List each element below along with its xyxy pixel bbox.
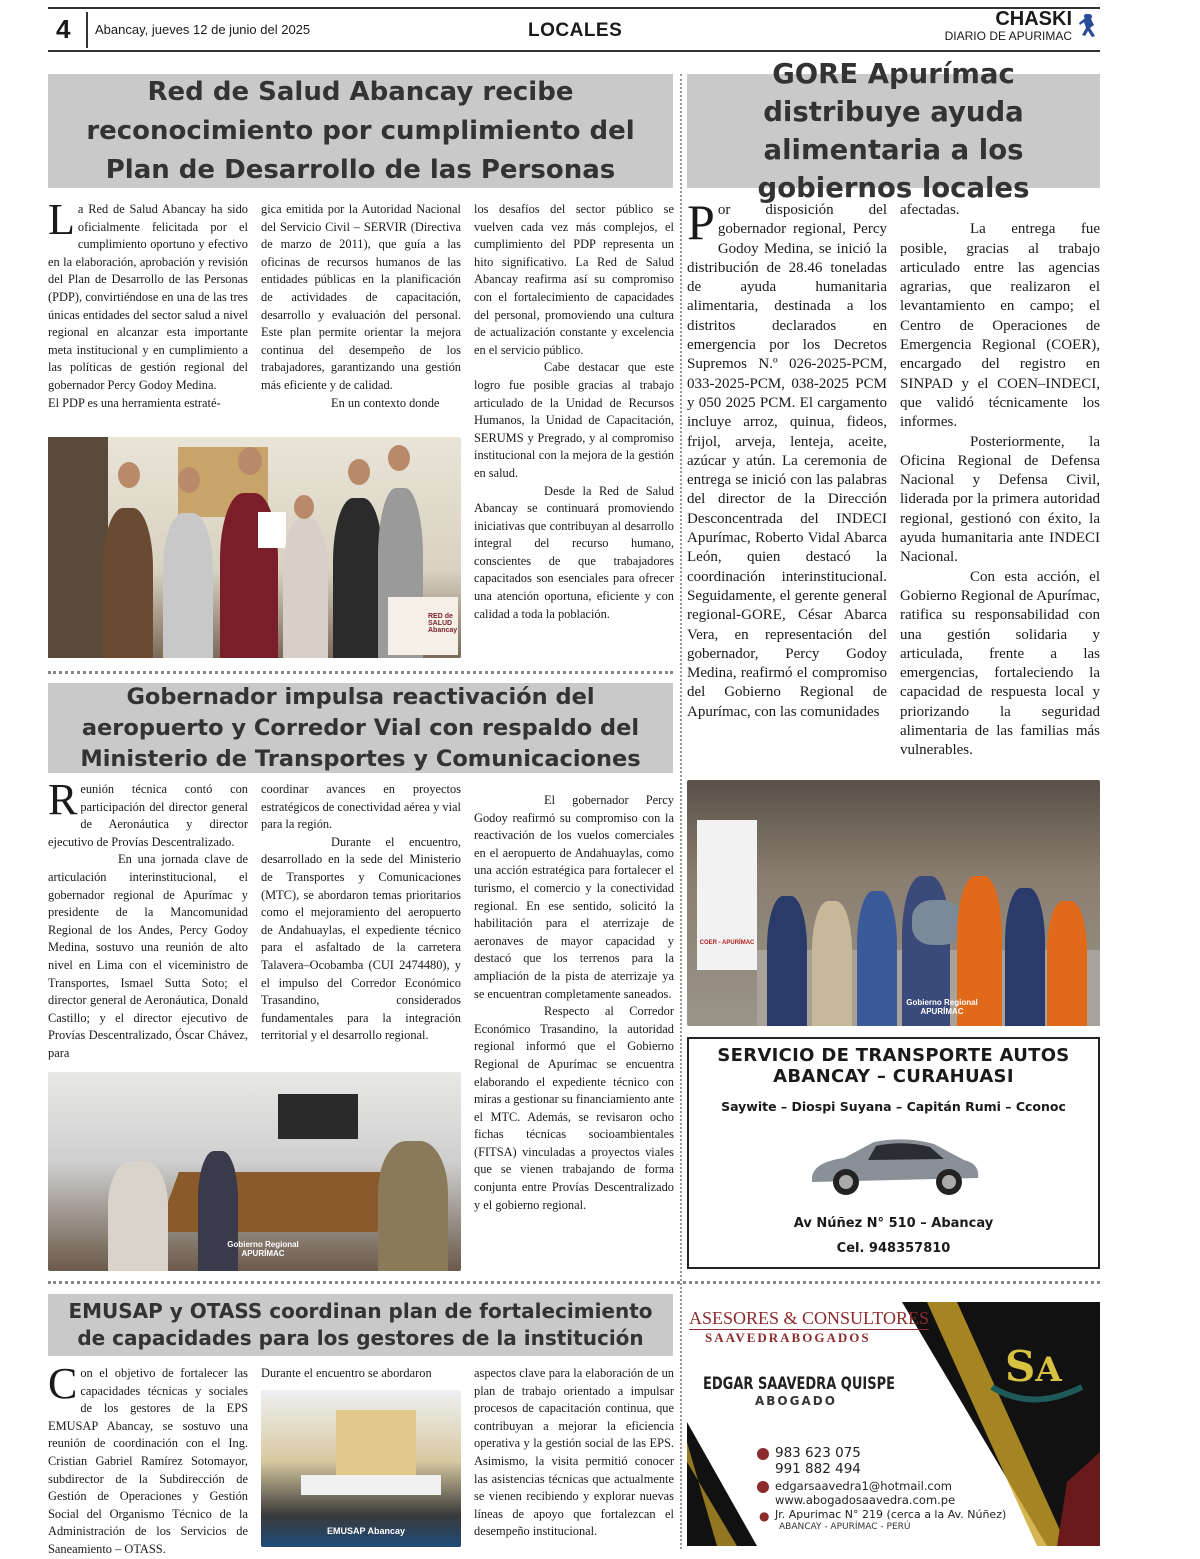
address: Jr. Apurimac N° 219 (cerca a la Av. Núñez) xyxy=(775,1508,1007,1521)
ad-lawyer-card xyxy=(687,1302,1100,1546)
brand-subtitle: DIARIO DE APURIMAC xyxy=(944,29,1072,43)
paragraph: Respecto al Corredor Económico Trasandino, la autoridad regional informó que el Gobierno Regional de Apurímac se encuentra elaborando el expediente técnico con miras a gestionar su financiamiento ante el MTC. Además, se revisaron ocho fichas técnicas socioambientales (FITSA) vinculadas a proyectos viales que se vienen trabajando de forma conjunta entre Provías Descentralizado y el gobierno regional. xyxy=(474,1004,674,1212)
coer-banner: COER - APURÍMAC xyxy=(697,820,757,970)
page-number: 4 xyxy=(56,14,71,44)
brand-name: CHASKI xyxy=(995,8,1072,30)
paragraph: La entrega fue posible, gracias al trabajo articulado entre las agencias agrarias, que realizaron el levantamiento en campo; el Centro de Operaciones de Emergencia Regional (COER), encargado del registro en SINPAD y el COEN–INDECI, que validó técnicamente los informes. xyxy=(900,221,1100,431)
drop-cap: P xyxy=(687,194,715,250)
article-title: EMUSAP y OTASS coordinan plan de fortalecimiento de capacidades para los gestores de la institución xyxy=(48,1294,673,1356)
firm-subname: SAAVEDRABOGADOS xyxy=(705,1330,871,1345)
article-photo-emusap xyxy=(261,1390,461,1547)
ad-transport-service xyxy=(687,1037,1100,1269)
email: edgarsaavedra1@hotmail.com xyxy=(775,1479,952,1493)
drop-cap: C xyxy=(48,1359,78,1408)
header-top-rule xyxy=(48,7,1100,9)
lawyer-title: ABOGADO xyxy=(755,1394,837,1408)
article-column xyxy=(48,775,248,1067)
phone-icon xyxy=(757,1448,769,1460)
paragraph: El gobernador Percy Godoy reafirmó su compromiso con la reactivación de los vuelos comerciales en el aeropuerto de Andahuaylas, como una acción estratégica para fortalecer el turismo, el comercio y la conectividad regional. En ese sentido, solicitó la habilitación para el aterrizaje de aeronaves de mayor capacidad y destacó que los terrenos para la ampliación de la pista de aterrizaje ya se encuentran completamente saneados. xyxy=(474,793,674,1001)
sa-logo: SA xyxy=(1005,1342,1062,1391)
section-separator xyxy=(48,1281,1100,1284)
drop-cap: L xyxy=(48,195,75,244)
phone-2: 991 882 494 xyxy=(775,1461,861,1477)
gore-logo: Gobierno Regional APURÍMAC xyxy=(227,1240,299,1258)
paragraph: a Red de Salud Abancay ha sido oficialmente felicitada por el cumplimiento oportuno y efectivo en la elaboración, aprobación y revisión del Plan de Desarrollo de las Personas (PDP), convirtiéndose en una de las tres únicas entidades del sector salud a nivel regional en alcanzar esta importante meta institucional y en cumplimiento a las políticas de gestión regional del gobernador Percy Godoy Medina. xyxy=(48,202,248,392)
article-title: Red de Salud Abancay recibe reconocimiento por cumplimiento del Plan de Desarrollo de las Personas xyxy=(48,74,673,188)
emusap-logo: EMUSAP Abancay xyxy=(326,1526,406,1536)
section-separator xyxy=(48,671,673,674)
section-name: LOCALES xyxy=(528,20,623,41)
article-column xyxy=(474,201,674,663)
ad-headline: SERVICIO DE TRANSPORTE AUTOS xyxy=(717,1045,1070,1066)
article-column xyxy=(261,1365,461,1385)
article-photo-distribution xyxy=(687,780,1100,1026)
ad-stops: Saywite – Diospi Suyana – Capitán Rumi – Cconoc xyxy=(721,1099,1066,1114)
column-divider xyxy=(680,74,682,1549)
car-icon xyxy=(804,1122,984,1202)
paragraph: gica emitida por la Autoridad Nacional del Servicio Civil – SERVIR (Directiva de marzo de 2011), que guía a las oficinas de recursos humanos de las entidades públicas en la planificación de actividades de capacitación, desarrollo y evaluación del personal. Este plan permite orientar la mejora continua del desempeño de los trabajadores, garantizando una gestión más eficiente y de calidad. xyxy=(261,202,461,392)
masthead xyxy=(945,9,1072,43)
paragraph: El PDP es una herramienta estraté- xyxy=(48,395,221,410)
article-photo-meeting xyxy=(48,1072,461,1271)
paragraph: Con esta acción, el Gobierno Regional de Apurímac, ratifica su responsabilidad con una gestión solidaria y articulada, frente a las emergencias, fortaleciendo la capacidad de respuesta local y priorizando la seguridad alimentaria de las familias más vulnerables. xyxy=(900,568,1100,759)
chaski-runner-icon xyxy=(1078,12,1100,48)
lawyer-name: EDGAR SAAVEDRA QUISPE xyxy=(703,1374,895,1394)
ad-address: Av Núñez N° 510 – Abancay xyxy=(793,1216,994,1231)
paragraph: afectadas. xyxy=(900,202,960,218)
article-column xyxy=(261,201,461,431)
article-column xyxy=(474,1365,674,1547)
header-divider xyxy=(86,12,88,48)
paragraph: En una jornada clave de articulación interinstitucional, el gobernador regional de Apurímac y presidente de la Mancomunidad Regional de los Andes, Percy Godoy Medina, sostuvo una reunión de alto nivel en Lima con el viceministro de Transportes, Ismael Sutta Soto; el director general de Aeronáutica, Donald Castillo; y el director ejecutivo de Provías Descentralizado, Óscar Chávez, para xyxy=(48,852,248,1060)
paragraph: or disposición del gobernador regional, Percy Godoy Medina, se inició la distribución de 28.46 toneladas de ayuda humanitaria alimentaria, destinada a los distritos declarados en emergencia por los Decretos Supremos N.º 026-2025-PCM, 033-2025-PCM, 038-2025 PCM y 050 2025 PCM. El cargamento incluye arroz, quinua, fideos, frijol, arveja, lenteja, aceite, azúcar y atún. La ceremonia de entrega se inició con las palabras del director de la Dirección Desconcentrada del INDECI Apurímac, Roberto Vidal Abarca León, quien destacó la coordinación interinstitucional. Seguidamente, el gerente general regional-GORE, César Abarca Vera, en representación del gobernador, Percy Godoy Medina, reafirmó el compromiso del Gobierno Regional de Apurímac, con las comunidades xyxy=(687,202,887,720)
article-column xyxy=(48,195,248,431)
phone-1: 983 623 075 xyxy=(775,1445,861,1461)
paragraph: Cabe destacar que este logro fue posible gracias al trabajo articulado de la Unidad de Recursos Humanos, la Unidad de Capacitación, SERUMS y Pregrado, y al compromiso institucional con la mejora de la gestión en salud. xyxy=(474,360,674,480)
article-column xyxy=(261,781,461,1067)
article-column xyxy=(687,194,887,761)
website: www.abogadosaavedra.com.pe xyxy=(775,1493,956,1507)
location-pin-icon: ● xyxy=(759,1509,770,1523)
article-title: GORE Apurímac distribuye ayuda alimentaria a los gobiernos locales xyxy=(687,74,1100,188)
paragraph: aspectos clave para la elaboración de un plan de trabajo orientado a impulsar procesos de capacitación continua, que contribuyan a mejorar la eficiencia operativa y la gestión social de las EPS. Asimismo, la visita permitió conocer las asistencias técnicas que actualmente se vienen recibiendo y explorar nuevas líneas de apoyo que fortalezcan el desempeño institucional. xyxy=(474,1366,674,1539)
article-title: Gobernador impulsa reactivación del aeropuerto y Corredor Vial con respaldo del Ministerio de Transportes y Comunicaciones xyxy=(48,683,673,773)
paragraph: coordinar avances en proyectos estratégicos de conectividad aérea y vial para la región. xyxy=(261,782,461,832)
article-column xyxy=(48,1359,248,1556)
header-bottom-rule xyxy=(48,50,1100,52)
paragraph: eunión técnica contó con participación del director general de Aeronáutica y director ejecutivo de Provías Descentralizado. xyxy=(48,782,248,849)
city: ABANCAY - APURÍMAC - PERÚ xyxy=(779,1522,911,1532)
article-column xyxy=(900,201,1100,761)
red-salud-logo: RED de SALUD Abancay xyxy=(388,597,458,655)
article-column xyxy=(474,792,674,1270)
ad-route-title: ABANCAY – CURAHUASI xyxy=(773,1066,1014,1087)
firm-name: ASESORES & CONSULTORES xyxy=(689,1308,930,1328)
article-photo-group xyxy=(48,437,461,658)
issue-date: Abancay, jueves 12 de junio del 2025 xyxy=(95,22,311,37)
drop-cap: R xyxy=(48,775,78,824)
paragraph: Posteriormente, la Oficina Regional de Defensa Nacional y Defensa Civil, liderada por la primera autoridad regional, gestionó con éxito, la ayuda humanitaria ante INDECI Nacional. xyxy=(900,433,1100,566)
email-icon xyxy=(757,1481,769,1493)
paragraph: En un contexto donde xyxy=(331,395,440,410)
paragraph: Desde la Red de Salud Abancay se continuará promoviendo iniciativas que contribuyan al desarrollo integral del recurso humano, conscientes de que trabajadores capacitados son esenciales para ofrecer una atención oportuna, eficiente y con calidad a toda la población. xyxy=(474,483,674,621)
ad-phone: Cel. 948357810 xyxy=(836,1241,951,1256)
paragraph: los desafíos del sector público se vuelven cada vez más complejos, el cumplimiento del PDP representa un hito significativo. La Red de Salud Abancay reafirma así su compromiso con el fortalecimiento de capacidades del personal, promoviendo una cultura de actualización constante y excelencia en el servicio público. xyxy=(474,202,674,357)
paragraph: Durante el encuentro se abordaron xyxy=(261,1366,432,1380)
paragraph: Durante el encuentro, desarrollado en la sede del Ministerio de Transportes y Comunicaciones (MTC), se abordaron temas prioritarios como el mejoramiento del aeropuerto de Andahuaylas, el expediente técnico para el asfaltado de la carretera Talavera–Ocobamba (CUI 2474480), y el impulso del Corredor Económico Trasandino, considerados fundamentales para la integración territorial y el desarrollo regional. xyxy=(261,834,461,1043)
gore-logo: Gobierno Regional APURÍMAC xyxy=(906,998,978,1016)
paragraph: on el objetivo de fortalecer las capacidades técnicas y sociales de los gestores de la EPS EMUSAP Abancay, se sostuvo una reunión de coordinación con el Ing. Cristian Gabriel Ramírez Sotomayor, subdirector de la Subdirección de Gestión de Operaciones y Gestión Social del Organismo Técnico de la Administración de los Servicios de Saneamiento – OTASS. xyxy=(48,1366,248,1556)
